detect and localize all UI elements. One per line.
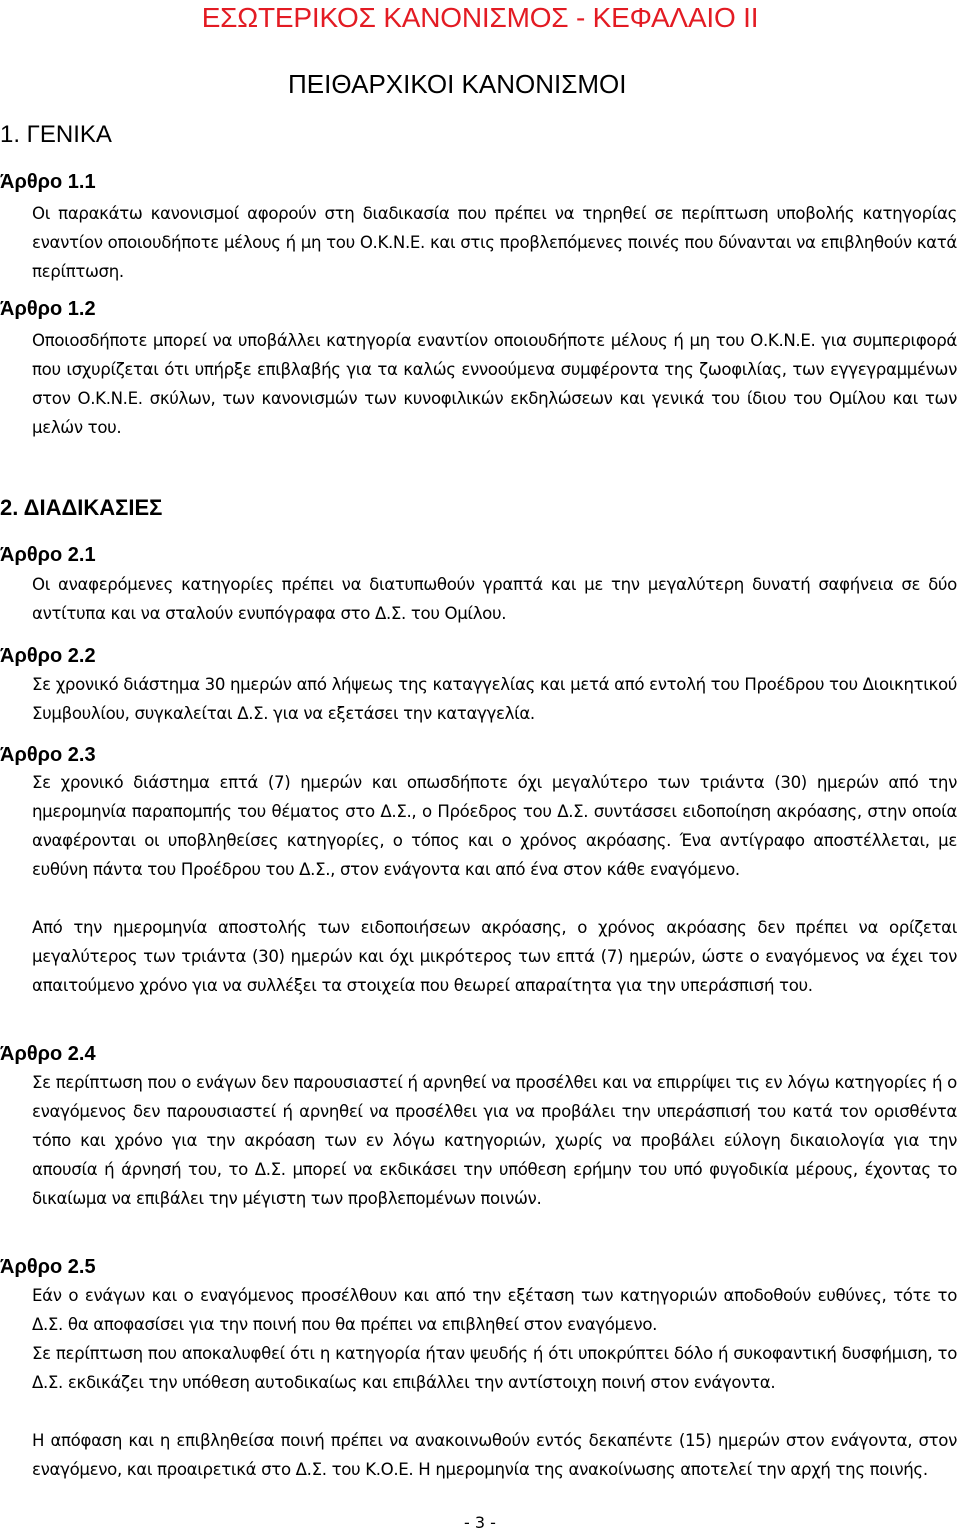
article-1-2-paragraph: Οποιοσδήποτε μπορεί να υποβάλλει κατηγορία εναντίον οποιουδήποτε μέλους ή μη του Ο.Κ.Ν.Ε. για συμπεριφορά που ισχυρίζεται ότι υπήρξε επιβλαβής για τα καλώς εννοούμενα συμφέροντα της ζωοφιλίας, των εγγεγραμμένων στον Ο.Κ.Ν.Ε. σκύλων, των κανονισμών των κυνοφιλικών εκδηλώσεων και γενικά του ίδιου του Ομίλου και των μελών του. — [32, 331, 957, 437]
document-title — [0, 2, 960, 34]
article-heading-2-2: Άρθρο 2.2 — [0, 645, 96, 667]
document-subtitle: ΠΕΙΘΑΡΧΙΚΟΙ ΚΑΝΟΝΙΣΜΟΙ — [288, 69, 627, 99]
article-2-2-paragraph: Σε χρονικό διάστημα 30 ημερών από λήψεως της καταγγελίας και μετά από εντολή του Προέδρου του Διοικητικού Συμβουλίου, συγκαλείται Δ.Σ. για να εξετάσει την καταγγελία. — [32, 675, 957, 723]
article-2-3-paragraph-2: Από την ημερομηνία αποστολής των ειδοποιήσεων ακρόασης, ο χρόνος ακρόασης δεν πρέπει να ορίζεται μεγαλύτερος των τριάντα (30) ημερών και όχι μικρότερος των επτά (7) ημερών, ώστε ο εναγόμενος να έχει τον απαιτούμενο χρόνο για να συλλέξει τα στοιχεία που θεωρεί απαραίτητα για την υπεράσπισή του. — [32, 918, 957, 995]
article-heading-2-3: Άρθρο 2.3 — [0, 744, 96, 766]
article-2-3-paragraph-1: Σε χρονικό διάστημα επτά (7) ημερών και οπωσδήποτε όχι μεγαλύτερο των τριάντα (30) ημερών από την ημερομηνία παραπομπής του θέματος στο Δ.Σ., ο Πρόεδρος του Δ.Σ. συντάσσει ειδοποίηση ακρόασης, στην οποία αναφέρονται οι υποβληθείσες κατηγορίες, ο τόπος και ο χρόνος ακρόασης. Ένα αντίγραφο αποστέλλεται, με ευθύνη πάντα του Προέδρου του Δ.Σ., στον ενάγοντα και από ένα στον κάθε εναγόμενο. — [32, 773, 957, 879]
article-2-4-paragraph: Σε περίπτωση που ο ενάγων δεν παρουσιαστεί ή αρνηθεί να προσέλθει και να επιρρίψει τις εν λόγω κατηγορίες ή ο εναγόμενος δεν παρουσιαστεί ή αρνηθεί να προσέλθει για να προβάλει την υπεράσπισή του κατά τον ορισθέντα τόπο και χρόνο για την ακρόαση των εν λόγω κατηγοριών, χωρίς να προβάλει εύλογη δικαιολογία για την απουσία ή άρνησή του, το Δ.Σ. μπορεί να εκδικάσει την υπόθεση ερήμην του υπό φυγοδικία μέρους, έχοντας το δικαίωμα να επιβάλει την μέγιστη των προβλεπομένων ποινών. — [32, 1073, 957, 1208]
section-heading-general: 1. ΓΕΝΙΚΑ — [0, 121, 112, 148]
article-1-1-paragraph: Οι παρακάτω κανονισμοί αφορούν στη διαδικασία που πρέπει να τηρηθεί σε περίπτωση υποβολής κατηγορίας εναντίον οποιουδήποτε μέλους ή μη του Ο.Κ.Ν.Ε. και στις προβλεπόμενες ποινές που δύνανται να επιβληθούν κατά περίπτωση. — [32, 204, 957, 281]
section-heading-procedures: 2. ΔΙΑΔΙΚΑΣΙΕΣ — [0, 495, 163, 520]
page-number: - 3 - — [464, 1513, 496, 1532]
article-heading-2-4: Άρθρο 2.4 — [0, 1043, 96, 1065]
article-heading-1-1: Άρθρο 1.1 — [0, 171, 96, 193]
article-2-1-paragraph: Οι αναφερόμενες κατηγορίες πρέπει να διατυπωθούν γραπτά και με την μεγαλύτερη δυνατή σαφήνεια σε δύο αντίτυπα και να σταλούν ενυπόγραφα στο Δ.Σ. του Ομίλου. — [32, 575, 957, 623]
article-heading-2-1: Άρθρο 2.1 — [0, 544, 96, 566]
document-title-text: ΕΣΩΤΕΡΙΚΟΣ ΚΑΝΟΝΙΣΜΟΣ - ΚΕΦΑΛΑΙΟ ΙΙ — [201, 2, 759, 33]
article-heading-1-2: Άρθρο 1.2 — [0, 298, 96, 320]
article-2-5-paragraph-1: Εάν ο ενάγων και ο εναγόμενος προσέλθουν και από την εξέταση των κατηγοριών αποδοθούν ευθύνες, τότε το Δ.Σ. θα αποφασίσει για την ποινή που θα πρέπει να επιβληθεί στον εναγόμενο. — [32, 1286, 957, 1334]
article-2-5-paragraph-2: Σε περίπτωση που αποκαλυφθεί ότι η κατηγορία ήταν ψευδής ή ότι υποκρύπτει δόλο ή συκοφαντική δυσφήμιση, το Δ.Σ. εκδικάζει την υπόθεση αυτοδικαίως και επιβάλλει την αντίστοιχη ποινή στον ενάγοντα. — [32, 1344, 957, 1392]
article-2-5-paragraph-3: Η απόφαση και η επιβληθείσα ποινή πρέπει να ανακοινωθούν εντός δεκαπέντε (15) ημερών στον ενάγοντα, στον εναγόμενο, και προαιρετικά στο Δ.Σ. του Κ.Ο.Ε. Η ημερομηνία της ανακοίνωσης αποτελεί την αρχή της ποινής. — [32, 1431, 957, 1479]
article-heading-2-5: Άρθρο 2.5 — [0, 1256, 96, 1278]
